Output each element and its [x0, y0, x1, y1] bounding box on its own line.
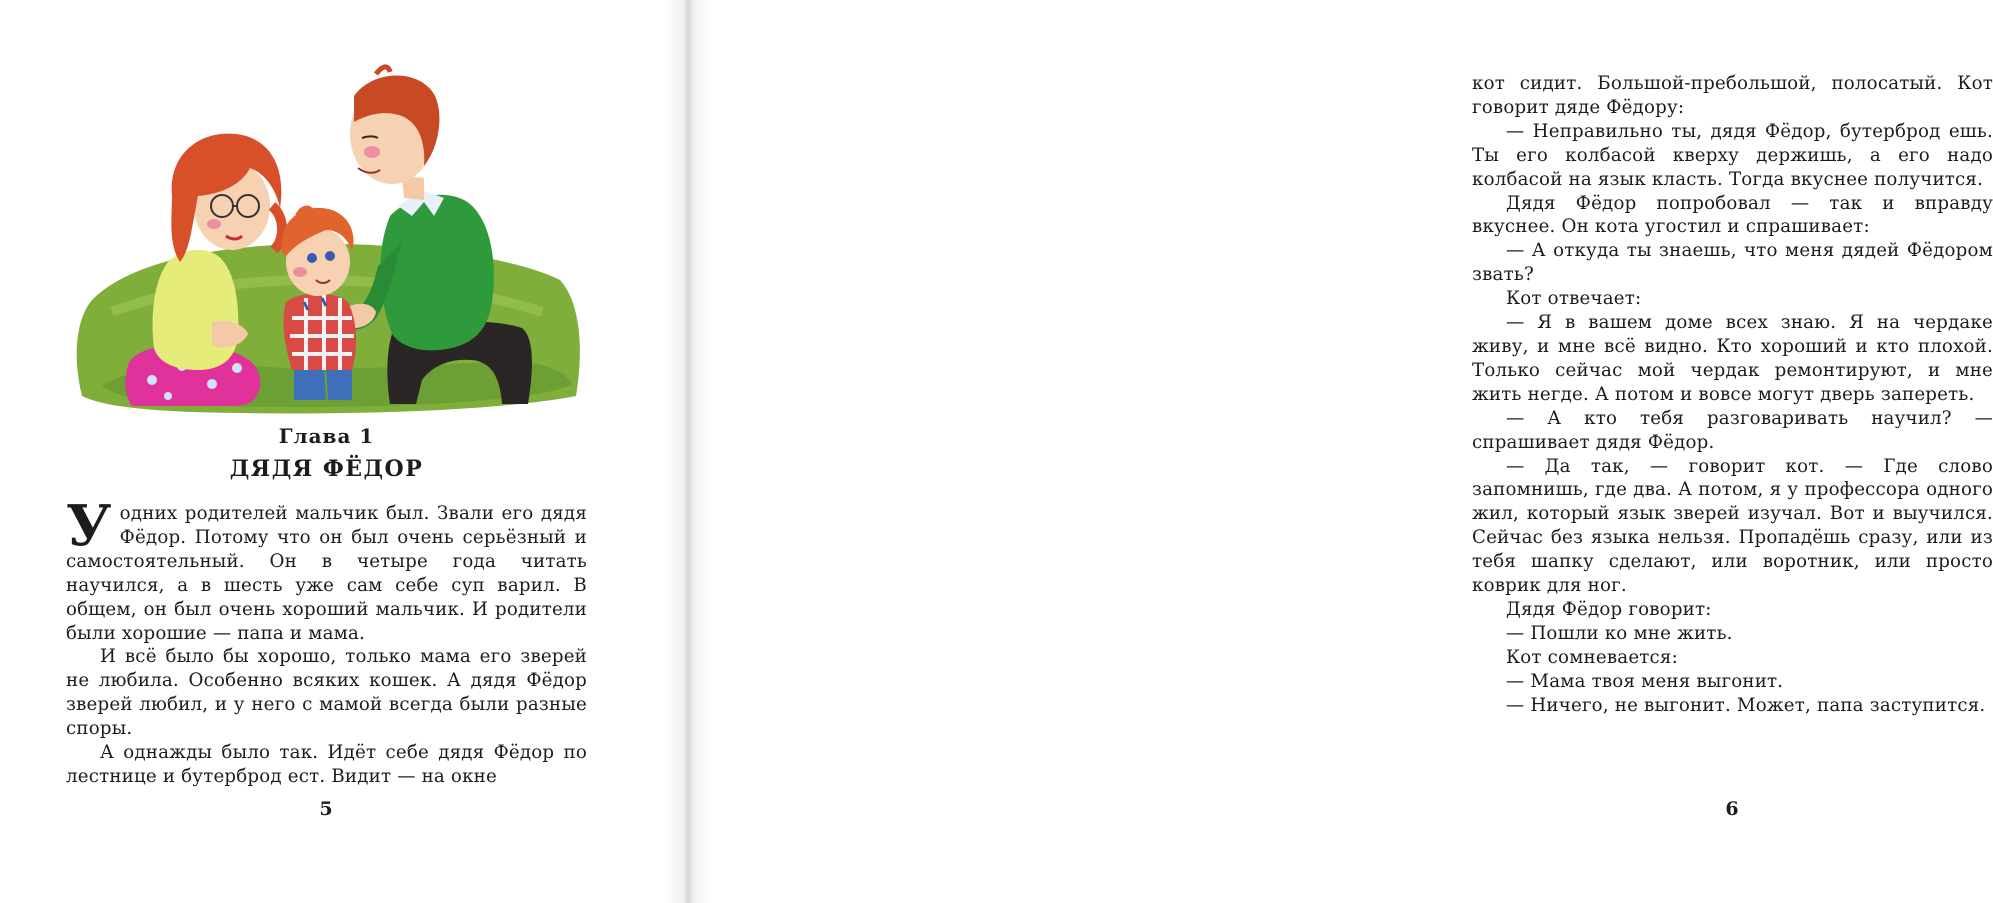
paragraph: — Ничего, не выгонит. Может, папа заступится. — [1506, 694, 1986, 716]
page-number-right: 6 — [1725, 798, 1739, 820]
paragraph: — Мама твоя меня выгонит. — [1506, 670, 1784, 692]
left-page — [0, 0, 686, 903]
paragraph-text: одних родителей мальчик был. Звали его дядя Фёдор. Потому что он был очень серьёзный и самостоятельный. Он в четыре года читать научился, а в шесть уже сам себе суп варил. В общем, он был очень хороший мальчик. И родители были хорошие — папа и мама. — [66, 503, 587, 644]
paragraph: — Пошли ко мне жить. — [1506, 622, 1733, 644]
paragraph: — Неправильно ты, дядя Фёдор, бутерброд ешь. Ты его колбасой кверху держишь, а его надо колбасой на язык класть. Тогда вкуснее получится. — [1472, 120, 1993, 190]
right-page — [686, 0, 1993, 903]
paragraph: Дядя Фёдор говорит: — [1506, 598, 1712, 620]
paragraph: Дядя Фёдор попробовал — так и вправду вкуснее. Он кота угостил и спрашивает: — [1472, 192, 1993, 238]
paragraph-first — [66, 493, 587, 645]
left-page-text — [66, 493, 587, 789]
paragraph: — А кто тебя разговаривать научил? — спрашивает дядя Фёдор. — [1472, 407, 1993, 453]
paragraph: Кот отвечает: — [1506, 288, 1642, 310]
right-page-text — [1472, 72, 1993, 717]
chapter-title: ДЯДЯ ФЁДОР — [229, 456, 424, 482]
chapter-number: Глава 1 — [278, 424, 375, 448]
page-number-left: 5 — [319, 798, 333, 820]
paragraph: И всё было бы хорошо, только мама его зверей не любила. Особенно всяких кошек. А дядя Фёдор зверей любил, и у него с мамой всегда были разные споры. — [66, 646, 587, 740]
family-illustration — [72, 66, 582, 414]
dropcap-letter: У — [66, 493, 112, 559]
paragraph: — А откуда ты знаешь, что меня дядей Фёдором звать? — [1472, 240, 1993, 286]
paragraph: А однажды было так. Идёт себе дядя Фёдор по лестнице и бутерброд ест. Видит — на окне — [66, 742, 587, 787]
paragraph: Кот сомневается: — [1506, 646, 1678, 668]
paragraph: — Я в вашем доме всех знаю. Я на чердаке живу, и мне всё видно. Кто хороший и кто плохой. Только сейчас мой чердак ремонтируют, и мне жить негде. А потом и вовсе могут дверь запереть. — [1472, 312, 1993, 405]
paragraph: кот сидит. Большой-пребольшой, полосатый. Кот говорит дяде Фёдору: — [1472, 73, 1993, 118]
paragraph: — Да так, — говорит кот. — Где слово запомнишь, где два. А потом, я у профессора одного жил, который язык зверей изучал. Вот и выучился. Сейчас без языка нельзя. Пропадёшь сразу, или из тебя шапку сделают, или воротник, или просто коврик для ног. — [1472, 455, 1993, 597]
